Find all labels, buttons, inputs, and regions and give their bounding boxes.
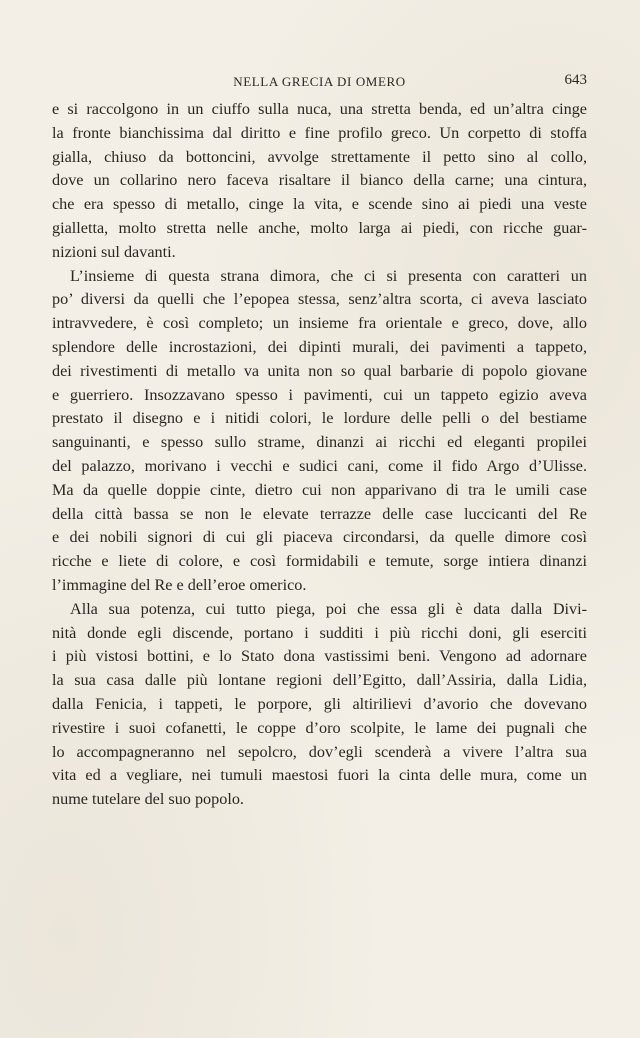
text-line: Alla sua potenza, cui tutto piega, poi che essa gli è data dalla Divi- (70, 599, 587, 618)
text-line: nità donde egli discende, portano i sudditi i più ricchi doni, gli eserciti (52, 623, 587, 642)
text-line: dove un collarino nero faceva risaltare il bianco della carne; una cintura, (52, 171, 587, 190)
text-line: nume tutelare del suo popolo. (52, 790, 244, 809)
text-line: lo accompagneranno nel sepolcro, dov’egli scenderà a vivere l’altra sua (52, 742, 587, 761)
text-line: L’insieme di questa strana dimora, che ci si presenta con caratteri un (70, 266, 587, 285)
body-text (52, 98, 587, 812)
running-head (52, 72, 587, 92)
text-line: gialla, chiuso da bottoncini, avvolge strettamente il petto sino al collo, (52, 147, 587, 166)
text-line: e dei nobili signori di cui gli piaceva circondarsi, da quelle dimore così (52, 528, 587, 547)
text-line: i più vistosi bottini, e lo Stato dona vastissimi beni. Vengono ad adornare (52, 647, 587, 666)
text-line: la sua casa dalle più lontane regioni dell’Egitto, dall’Assiria, dalla Lidia, (52, 671, 587, 690)
text-line: del palazzo, morivano i vecchi e sudici cani, come il fido Argo d’Ulisse. (52, 456, 587, 475)
running-title: NELLA GRECIA DI OMERO (233, 74, 406, 89)
paragraph (52, 98, 587, 265)
text-line: dei rivestimenti di metallo va unita non so qual barbarie di popolo giovane (52, 361, 587, 380)
text-line: rivestire i suoi cofanetti, le coppe d’oro scolpite, le lame dei pugnali che (52, 718, 587, 737)
paragraph (52, 265, 587, 598)
text-line: dalla Fenicia, i tappeti, le porpore, gli altirilievi d’avorio che dovevano (52, 694, 587, 713)
text-line: prestato il disegno e i nitidi colori, le lordure delle pelli o del bestiame (52, 409, 587, 428)
text-line: intravvedere, è così completo; un insieme fra orientale e greco, dove, allo (52, 314, 587, 333)
text-line: della città bassa se non le elevate terrazze delle case luccicanti del Re (52, 504, 587, 523)
text-line: Ma da quelle doppie cinte, dietro cui non apparivano di tra le umili case (52, 480, 587, 499)
text-line: ricche e liete di colore, e così formidabili e temute, sorge intiera dinanzi (52, 552, 587, 571)
text-line: gialletta, molto stretta nelle anche, molto larga ai piedi, con ricche guar- (52, 218, 587, 237)
text-line: la fronte bianchissima dal diritto e fine profilo greco. Un corpetto di stoffa (52, 123, 587, 142)
text-line: vita ed a vegliare, nei tumuli maestosi fuori la cinta delle mura, come un (52, 766, 587, 785)
text-line: splendore delle incrostazioni, dei dipinti murali, dei pavimenti a tappeto, (52, 337, 587, 356)
text-line: sanguinanti, e spesso sullo strame, dinanzi ai ricchi ed eleganti propilei (52, 433, 587, 452)
text-line: che era spesso di metallo, cinge la vita, e scende sino ai piedi una veste (52, 195, 587, 214)
text-line: nizioni sul davanti. (52, 242, 176, 261)
paragraph (52, 598, 587, 812)
text-line: e guerriero. Insozzavano spesso i pavimenti, cui un tappeto egizio aveva (52, 385, 587, 404)
text-line: e si raccolgono in un ciuffo sulla nuca, una stretta benda, ed un’altra cinge (52, 100, 587, 118)
text-line: po’ diversi da quelli che l’epopea stessa, senz’altra scorta, ci aveva lasciato (52, 290, 587, 309)
page-number: 643 (564, 72, 587, 88)
text-line: l’immagine del Re e dell’eroe omerico. (52, 575, 307, 594)
